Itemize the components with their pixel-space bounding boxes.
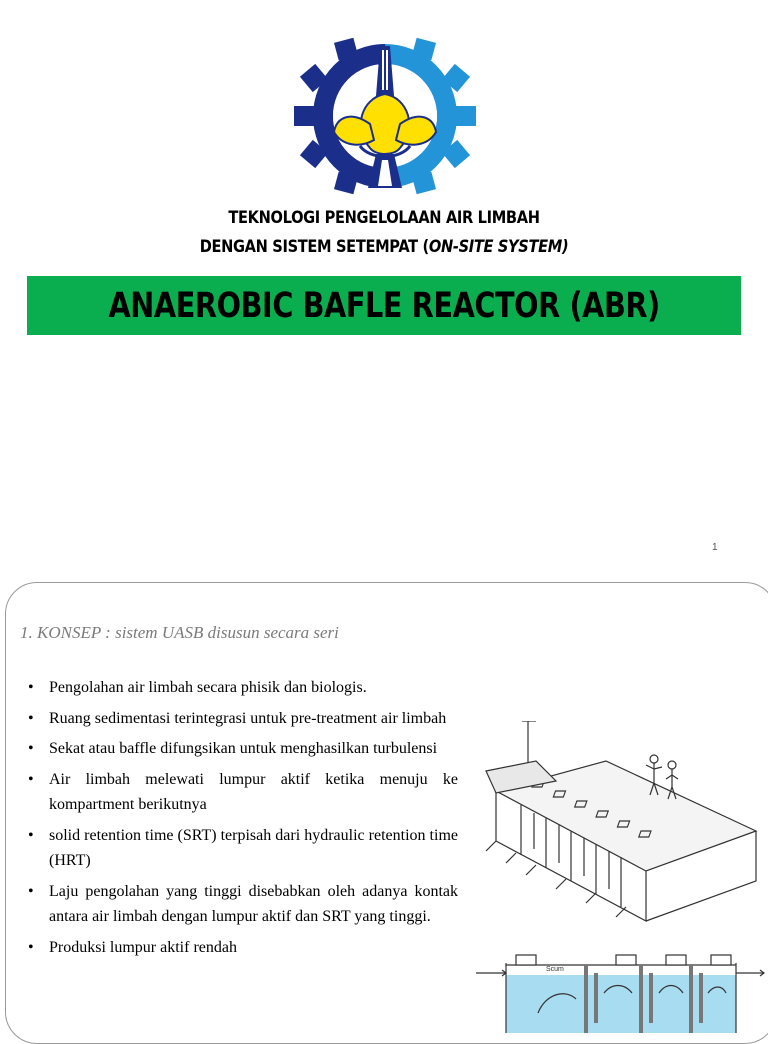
- list-item: • Ruang sedimentasi terintegrasi untuk pre-treatment air limbah: [28, 706, 458, 732]
- concept-slide: [5, 582, 768, 1044]
- subtitle-line-2-italic: ON-SITE SYSTEM): [428, 237, 569, 257]
- list-item: • Air limbah melewati lumpur aktif ketika menuju ke kompartment berikutnya: [28, 767, 458, 818]
- abr-flow-diagram-icon: [476, 953, 766, 1033]
- bullet-list: [28, 675, 458, 965]
- scum-label: Scum: [546, 966, 564, 973]
- list-item: • solid retention time (SRT) terpisah dari hydraulic retention time (HRT): [28, 823, 458, 874]
- list-item: • Produksi lumpur aktif rendah: [28, 935, 458, 961]
- page-number: 1: [712, 542, 718, 553]
- list-item: • Sekat atau baffle difungsikan untuk menghasilkan turbulensi: [28, 736, 458, 762]
- subtitle-line-1: TEKNOLOGI PENGELOLAAN AIR LIMBAH: [228, 208, 540, 228]
- title-banner: [27, 276, 741, 335]
- abr-tank-illustration-icon: [476, 721, 758, 933]
- section-heading: 1. KONSEP : sistem UASB disusun secara seri: [20, 623, 339, 642]
- subtitle-line-2-prefix: DENGAN SISTEM SETEMPAT (: [199, 237, 429, 257]
- list-item: • Pengolahan air limbah secara phisik dan biologis.: [28, 675, 458, 701]
- slide-title: ANAEROBIC BAFLE REACTOR (ABR): [108, 285, 660, 326]
- its-emblem-icon: [290, 36, 480, 196]
- list-item: • Laju pengolahan yang tinggi disebabkan oleh adanya kontak antara air limbah dengan lumpur aktif dan SRT yang tinggi.: [28, 879, 458, 930]
- subtitle-line-2: [54, 237, 714, 257]
